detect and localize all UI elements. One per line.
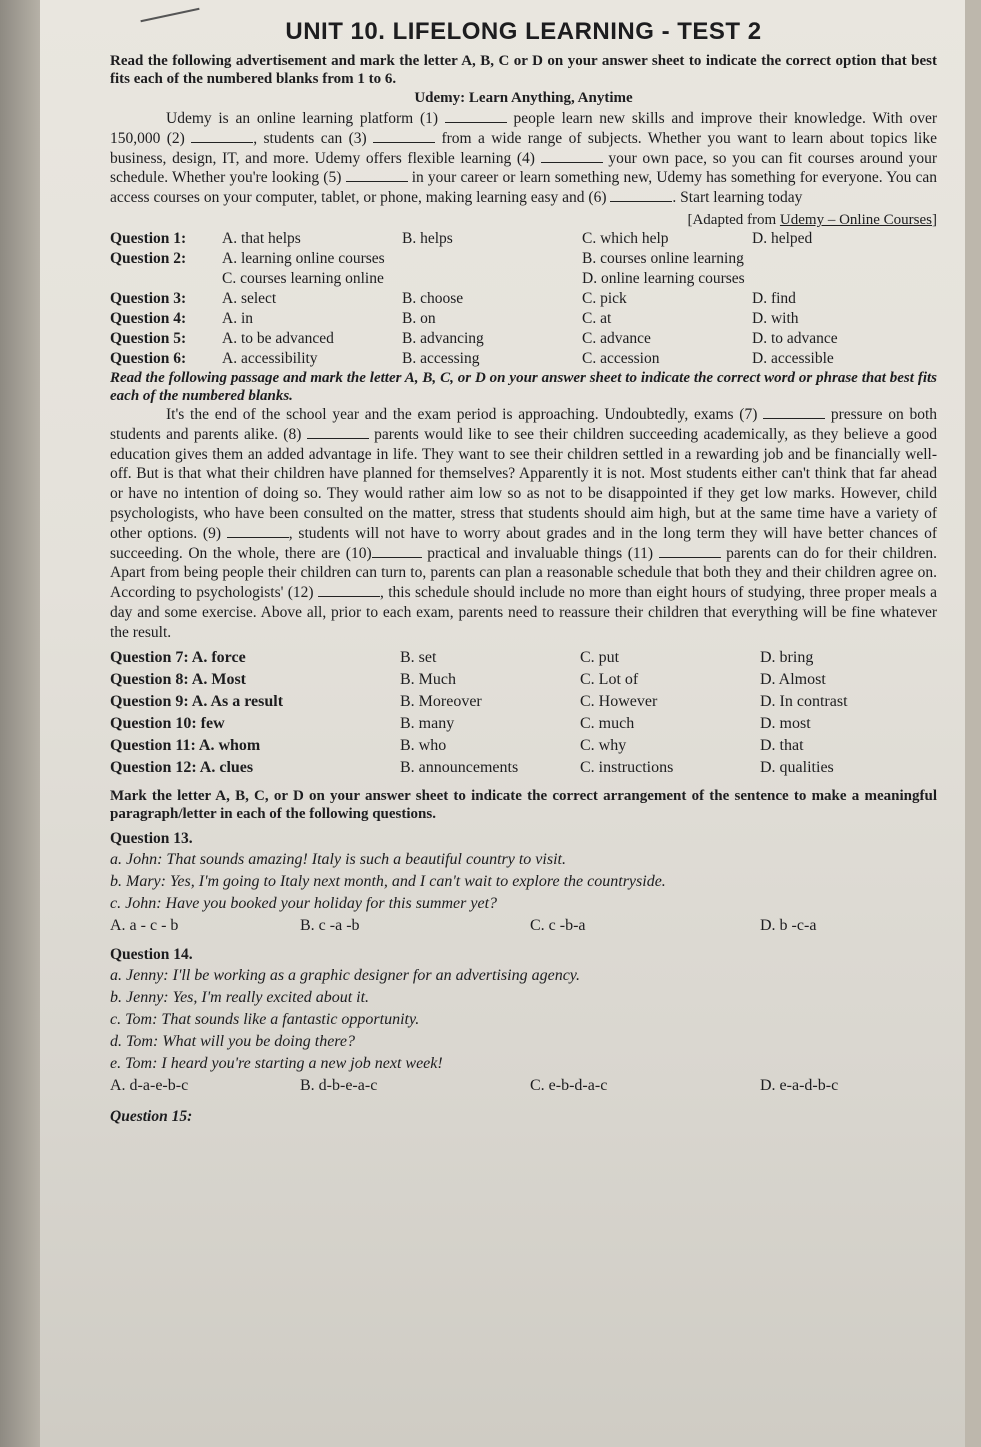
dialog-line: b. Mary: Yes, I'm going to Italy next month, and I can't wait to explore the countryside.: [110, 872, 666, 890]
blank-11: [659, 545, 721, 558]
source-link: Udemy – Online Courses: [779, 211, 932, 228]
source-prefix: [Adapted from: [687, 211, 777, 228]
option-c: C. However: [580, 692, 658, 710]
advertisement-title: Udemy: Learn Anything, Anytime: [414, 90, 633, 106]
dialog-line: d. Tom: What will you be doing there?: [110, 1032, 356, 1050]
questions-1-6: [110, 229, 937, 369]
blank-1: [445, 110, 507, 123]
question-13: [110, 829, 937, 937]
question-row: [110, 735, 937, 757]
option-c: C. put: [580, 648, 620, 666]
option-d: D. find: [752, 289, 796, 307]
option-a: A. a - c - b: [110, 916, 179, 934]
page-title: UNIT 10. LIFELONG LEARNING - TEST 2: [285, 18, 762, 45]
option-d: D. Almost: [760, 670, 826, 688]
question-row: [110, 249, 937, 289]
question-label: Question 1:: [110, 229, 187, 247]
option-b: B. advancing: [402, 329, 484, 347]
option-b: B. announcements: [400, 758, 519, 776]
option-d: D. to advance: [752, 329, 838, 347]
ad-text-1: Udemy is an online learning platform (1): [166, 110, 439, 127]
option-c: C. accession: [582, 349, 660, 367]
option-b: B. accessing: [402, 349, 480, 367]
question-row: [110, 329, 937, 349]
ad-text-5: your own pace, so you can fit courses around your schedule. Whether you're looking (5): [110, 149, 938, 187]
photo-shadow: [0, 0, 40, 1447]
question-row: [110, 757, 937, 779]
question-label: Question 2:: [110, 249, 187, 267]
option-a: A. d-a-e-b-c: [110, 1076, 189, 1094]
question-label: Question 8: A. Most: [110, 670, 246, 688]
question-row: [110, 289, 937, 309]
option-b: B. choose: [402, 289, 464, 307]
option-c: C. c -b-a: [530, 916, 586, 934]
option-b: B. on: [402, 309, 436, 327]
option-a: A. to be advanced: [222, 329, 334, 347]
option-c: C. pick: [582, 289, 627, 307]
instructions-passage: Read the following passage and mark the letter A, B, C, or D on your answer sheet to indicate the correct word or phrase that best fits each of the numbered blanks.: [110, 369, 937, 404]
question-row: [110, 309, 937, 329]
options-row: [110, 915, 937, 937]
blank-7: [763, 406, 825, 419]
option-c: C. e-b-d-a-c: [530, 1076, 608, 1094]
dialog-line: c. Tom: That sounds like a fantastic opportunity.: [110, 1010, 420, 1028]
option-a: A. accessibility: [222, 349, 318, 367]
blank-8: [307, 426, 369, 439]
ad-text-3: , students can (3): [253, 129, 367, 147]
option-c: C. at: [582, 309, 612, 327]
option-c: C. advance: [582, 329, 651, 347]
option-a: A. that helps: [222, 229, 301, 247]
question-row: [110, 349, 937, 369]
blank-3: [373, 130, 435, 143]
option-b: B. set: [400, 648, 437, 666]
passage-text-1: It's the end of the school year and the exam period is approaching. Undoubtedly, exams (7): [166, 405, 758, 423]
option-d: D. In contrast: [760, 692, 848, 710]
option-c: C. courses learning online: [222, 269, 384, 287]
question-label: Question 10: few: [110, 714, 225, 732]
passage-text-5: practical and invaluable things (11): [427, 544, 653, 562]
option-a: A. in: [222, 309, 253, 327]
option-c: C. why: [580, 736, 627, 754]
option-b: B. Much: [400, 670, 456, 688]
blank-10: [372, 545, 422, 558]
option-c: C. much: [580, 714, 635, 732]
ad-text-4: from a wide range of subjects. Whether you want to learn about topics like business, design, IT, and more. Udemy offers flexible learning (4): [110, 129, 937, 167]
option-b: B. many: [400, 714, 455, 732]
ad-text-6: in your career or learn something new, Udemy has something for everyone. You can access courses on your computer, tablet, or phone, making learning easy and (6): [110, 169, 938, 207]
question-row: [110, 229, 937, 249]
dialog-line: b. Jenny: Yes, I'm really excited about it.: [110, 988, 370, 1006]
option-d: D. b -c-a: [760, 916, 817, 934]
option-b: B. who: [400, 736, 447, 754]
blank-2: [191, 130, 253, 143]
dialog-line: c. John: Have you booked your holiday for this summer yet?: [110, 894, 498, 912]
ad-text-2: people learn new skills and improve their knowledge. With over 150,000 (2): [110, 110, 938, 147]
option-d: D. bring: [760, 648, 814, 666]
options-row: [110, 1075, 937, 1097]
blank-9: [227, 525, 289, 538]
question-15: [110, 1107, 937, 1127]
passage-text-7: , this schedule should include no more than eight hours of studying, three proper meals a day and some exercise. Above all, prior to each exam, parents need to reassure their children that everything will be fine whatever the result.: [110, 584, 938, 641]
question-label: Question 9: A. As a result: [110, 692, 284, 710]
option-b: B. Moreover: [400, 692, 482, 710]
advertisement-text: [110, 109, 937, 208]
question-label: Question 11: A. whom: [110, 736, 261, 754]
dialog-line: e. Tom: I heard you're starting a new job next week!: [110, 1054, 443, 1072]
option-b: B. helps: [402, 229, 453, 247]
question-label: Question 3:: [110, 289, 187, 307]
blank-12: [318, 584, 380, 597]
blank-6: [610, 189, 672, 202]
question-label: Question 15:: [110, 1107, 193, 1125]
question-row: [110, 713, 937, 735]
passage-text-3: parents would like to see their children succeeding academically, as they believe a good education gives them an added advantage in life. They want to see their children settled in a rewarding job and be financially well-off. But is that what their children have planned for themselves? Apparently it is not. Most students either can't think that far ahead or have no intention of doing so. They would rather aim low so as not to be disappointed if they get low marks. However, child psychologists, who have been consulted on the matter, stress that students should aim high, but at the same time have a variety of other options. (9): [110, 425, 938, 542]
dialog-line: a. Jenny: I'll be working as a graphic designer for an advertising agency.: [110, 966, 581, 984]
question-label: Question 14.: [110, 945, 193, 963]
source-suffix: ]: [932, 211, 937, 228]
passage-text-2: pressure on both students and parents alike. (8): [110, 405, 938, 443]
question-label: Question 4:: [110, 309, 187, 327]
blank-4: [541, 150, 603, 163]
question-label: Question 5:: [110, 329, 187, 347]
dialog-line: a. John: That sounds amazing! Italy is such a beautiful country to visit.: [110, 850, 566, 868]
question-row: [110, 669, 937, 691]
option-d: D. most: [760, 714, 811, 732]
option-c: C. instructions: [580, 758, 674, 776]
passage-text-6: parents can do for their children. Apart from being people their children can turn to, parents can plan a reasonable schedule that both they and their children agree on. According to psychologists' (12): [110, 544, 938, 602]
option-d: D. online learning courses: [582, 269, 745, 287]
option-a: A. select: [222, 289, 277, 307]
option-d: D. accessible: [752, 349, 834, 367]
option-b: B. courses online learning: [582, 249, 744, 267]
option-a: A. learning online courses: [222, 249, 385, 267]
questions-7-12: [110, 647, 937, 779]
question-label: Question 7: A. force: [110, 648, 246, 666]
option-d: D. e-a-d-b-c: [760, 1076, 839, 1094]
question-label: Question 13.: [110, 829, 193, 847]
blank-5: [346, 169, 408, 182]
reading-passage: [110, 405, 937, 643]
ad-text-7: . Start learning today: [672, 189, 803, 207]
instructions-arrangement: Mark the letter A, B, C, or D on your answer sheet to indicate the correct arrangement of the sentence to make a meaningful paragraph/letter in each of the following questions.: [110, 787, 937, 822]
question-row: [110, 647, 937, 669]
question-label: Question 6:: [110, 349, 187, 367]
option-c: C. Lot of: [580, 670, 639, 688]
instructions-advertisement: Read the following advertisement and mark the letter A, B, C or D on your answer sheet to indicate the correct option that best fits each of the numbered blanks from 1 to 6.: [110, 53, 937, 87]
option-b: B. d-b-e-a-c: [300, 1076, 378, 1094]
question-14: [110, 945, 937, 1097]
option-d: D. that: [760, 736, 804, 754]
worksheet-page: [40, 0, 965, 1447]
option-b: B. c -a -b: [300, 916, 360, 934]
question-label: Question 12: A. clues: [110, 758, 254, 776]
passage-text-4: , students will not have to worry about grades and in the long term they will have better chances of succeeding. On the whole, there are (10): [110, 524, 937, 562]
option-c: C. which help: [582, 229, 669, 247]
question-row: [110, 691, 937, 713]
option-d: D. qualities: [760, 758, 834, 776]
option-d: D. helped: [752, 229, 813, 247]
option-d: D. with: [752, 309, 799, 327]
source-citation: [110, 212, 937, 229]
